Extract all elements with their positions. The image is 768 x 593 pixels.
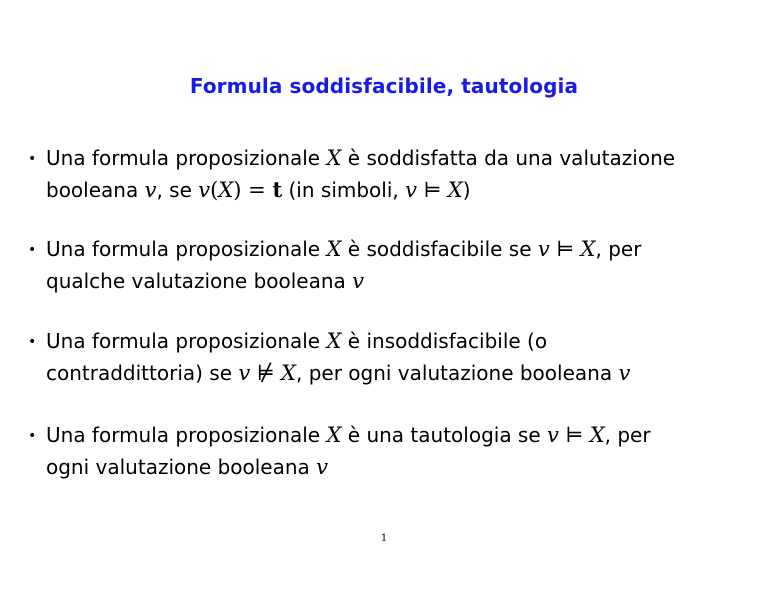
math-var: X: [218, 178, 234, 202]
math-var: v: [405, 178, 417, 202]
math-var: X: [326, 423, 342, 447]
slide-title: Formula soddisfacibile, tautologia: [189, 74, 579, 98]
math-var: v: [618, 361, 631, 385]
math-var: X: [281, 361, 296, 385]
math-var: X: [589, 423, 605, 447]
page-number: 1: [380, 533, 388, 544]
not-models-symbol: ⊭: [256, 361, 275, 385]
models-symbol: ⊨: [556, 237, 575, 261]
bullet-icon: •: [28, 428, 37, 444]
math-var: X: [580, 237, 596, 261]
bullet-item-tautology: • Una formula proposizionale X è una tautologia se v ⊨ X, per ogni valutazione booleana v: [28, 419, 651, 483]
models-symbol: ⊨: [423, 178, 442, 202]
bullet-item-unsatisfiable: • Una formula proposizionale X è insoddisfacibile (o contraddittoria) se v ⊭ X, per ogni valutazione booleana v: [28, 325, 630, 389]
math-var: X: [326, 237, 342, 261]
math-var: v: [238, 361, 251, 385]
math-true-constant: t: [272, 177, 283, 202]
bullet-icon: •: [28, 334, 37, 350]
models-symbol: ⊨: [565, 423, 584, 447]
math-var: v: [198, 178, 211, 202]
bullet-icon: •: [28, 151, 37, 167]
math-var: v: [316, 455, 329, 479]
bullet-icon: •: [28, 242, 37, 258]
bullet-item-satisfiable: • Una formula proposizionale X è soddisfacibile se v ⊨ X, per qualche valutazione booleana v: [28, 233, 641, 297]
math-var: v: [144, 178, 157, 202]
math-var: X: [326, 329, 342, 353]
math-var: v: [537, 237, 550, 261]
math-var: X: [447, 178, 463, 202]
math-var: v: [547, 423, 559, 447]
bullet-item-satisfied: • Una formula proposizionale X è soddisfatta da una valutazione booleana v, se v(X) = t (in simboli, v ⊨ X): [28, 142, 675, 206]
math-var: v: [352, 269, 365, 293]
math-var: X: [326, 146, 342, 170]
